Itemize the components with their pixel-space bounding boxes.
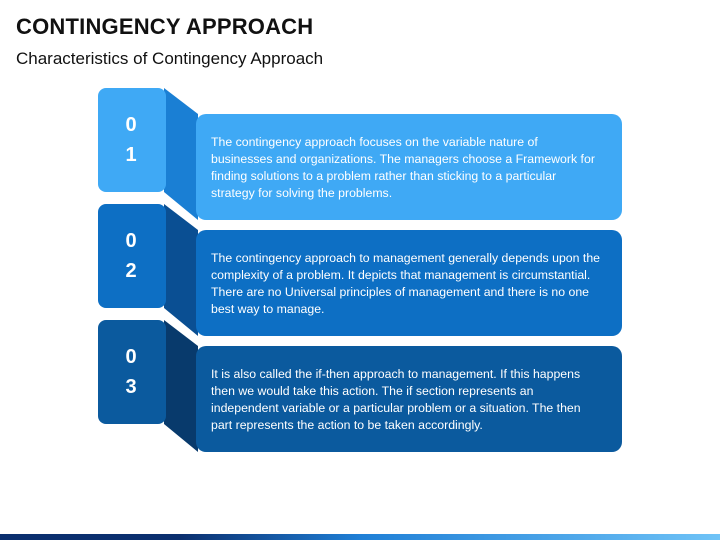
page-subtitle: Characteristics of Contingency Approach <box>16 49 324 68</box>
page-title: CONTINGENCY APPROACH <box>16 14 314 39</box>
step-2-digit-1: 0 <box>125 230 137 252</box>
step-1-digit-1: 0 <box>125 114 137 136</box>
step-3-text: It is also called the if-then approach to management. If this happens then we would take this action. The if section represents an independent variable or a particular problem or a situation. The then part represents the action to be taken accordingly. <box>211 367 581 432</box>
step-2-fold <box>164 204 198 336</box>
step-2-number <box>98 226 164 286</box>
footer-gradient-bar <box>0 534 720 540</box>
step-2-text: The contingency approach to management generally depends upon the complexity of a problem. It depicts that management is circumstantial. There are no Universal principles of management and there is no one best way to manage. <box>211 251 600 316</box>
step-1-number <box>98 110 164 170</box>
step-1-digit-2: 1 <box>125 144 137 166</box>
step-1-fold <box>164 88 198 220</box>
step-3-digit-1: 0 <box>125 346 137 368</box>
step-3-number <box>98 342 164 402</box>
step-3-fold <box>164 320 198 452</box>
step-1-text: The contingency approach focuses on the variable nature of businesses and organizations. The managers choose a Framework for finding solutions to a problem rather than sticking to a particular strategy for solving the problems. <box>211 135 595 200</box>
step-2-digit-2: 2 <box>125 260 137 282</box>
step-3-digit-2: 3 <box>125 376 137 398</box>
